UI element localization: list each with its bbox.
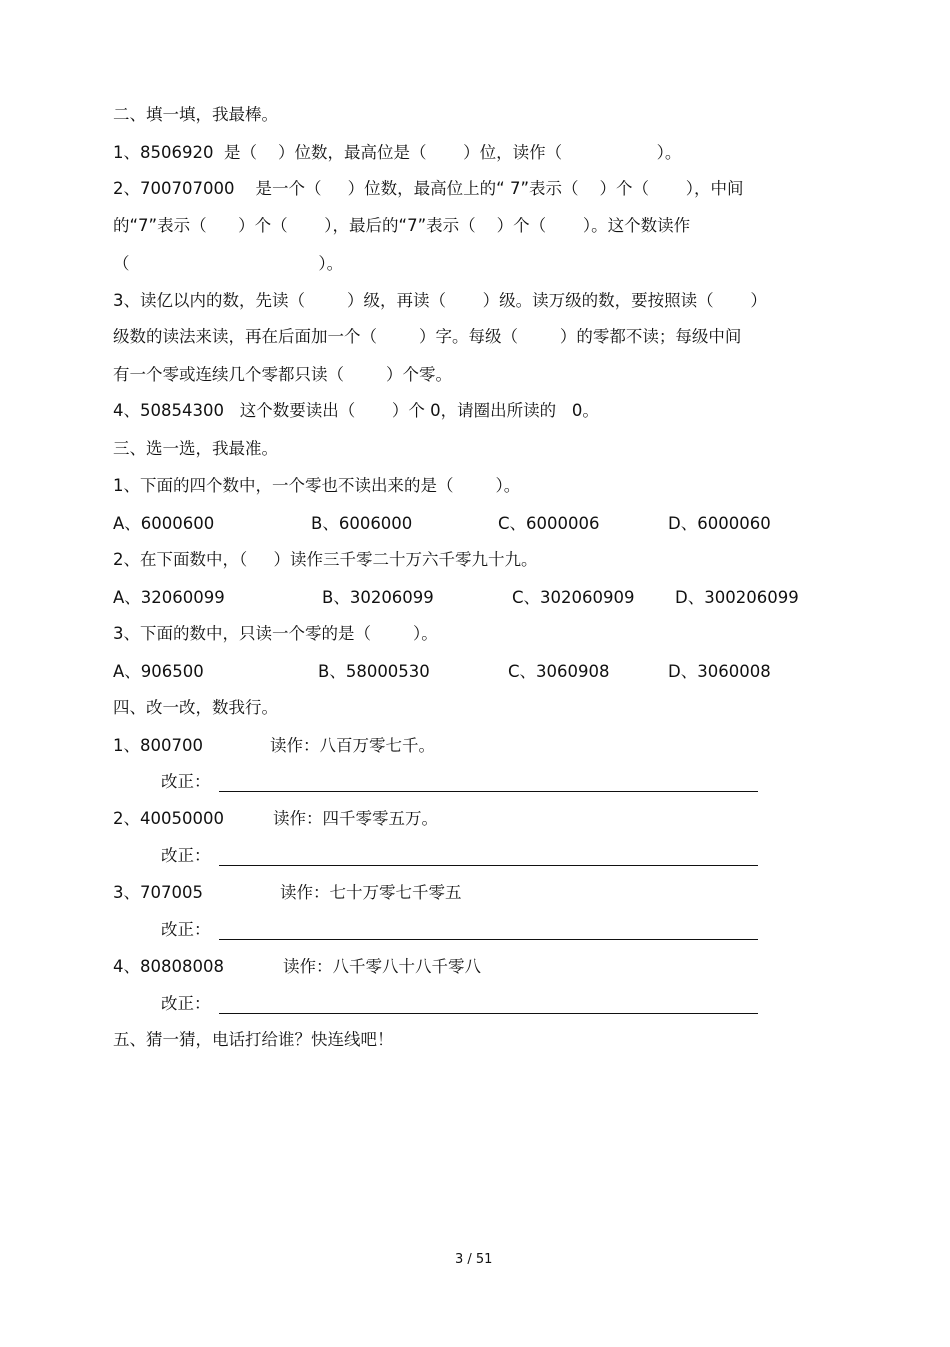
item-number: 2、40050000 <box>113 809 224 828</box>
section-3-heading: 三、选一选，我最准。 <box>113 439 278 458</box>
section-2-question-3-line-2: 级数的读法来读，再在后面加一个（ ）字。每级（ ）的零都不读；每级中间 <box>113 327 742 346</box>
section-5-heading: 五、猜一猜，电话打给谁？快连线吧！ <box>113 1030 394 1049</box>
item-reading: 读作：四千零零五万。 <box>273 809 438 828</box>
option-a: A、32060099 <box>113 588 225 607</box>
correction-label: 改正： <box>161 846 211 865</box>
option-a: A、906500 <box>113 662 204 681</box>
correction-answer-line[interactable] <box>219 865 758 866</box>
option-b: B、58000530 <box>318 662 430 681</box>
option-c: C、6000006 <box>498 514 600 533</box>
section-3-question-1-stem: 1、下面的四个数中，一个零也不读出来的是（ ）。 <box>113 476 521 495</box>
correction-answer-line[interactable] <box>219 1013 758 1014</box>
option-d: D、300206099 <box>675 588 799 607</box>
section-4-heading: 四、改一改，数我行。 <box>113 698 278 717</box>
page-number: 3 / 51 <box>455 1252 493 1267</box>
section-2-heading: 二、填一填，我最棒。 <box>113 105 278 124</box>
option-d: D、3060008 <box>668 662 771 681</box>
section-2-question-3-line-1: 3、读亿以内的数，先读（ ）级，再读（ ）级。读万级的数，要按照读（ ） <box>113 291 767 310</box>
item-number: 3、707005 <box>113 883 203 902</box>
option-c: C、3060908 <box>508 662 610 681</box>
section-2-question-4: 4、50854300 这个数要读出（ ）个 0，请圈出所读的 0。 <box>113 401 599 420</box>
correction-label: 改正： <box>161 772 211 791</box>
item-reading: 读作：七十万零七千零五 <box>280 883 462 902</box>
item-reading: 读作：八百万零七千。 <box>270 736 435 755</box>
section-2-question-2-line-1: 2、700707000 是一个（ ）位数，最高位上的“ 7”表示（ ）个（ ），中间 <box>113 179 744 198</box>
correction-answer-line[interactable] <box>219 791 758 792</box>
option-d: D、6000060 <box>668 514 771 533</box>
section-2-question-2-line-2: 的“7”表示（ ）个（ ），最后的“7”表示（ ）个（ ）。这个数读作 <box>113 216 691 235</box>
correction-answer-line[interactable] <box>219 939 758 940</box>
option-b: B、6006000 <box>311 514 413 533</box>
option-a: A、6000600 <box>113 514 215 533</box>
section-2-question-1: 1、8506920 是（ ）位数，最高位是（ ）位，读作（ ）。 <box>113 143 682 162</box>
correction-label: 改正： <box>161 920 211 939</box>
option-b: B、30206099 <box>322 588 434 607</box>
item-number: 1、800700 <box>113 736 203 755</box>
item-number: 4、80808008 <box>113 957 224 976</box>
section-3-question-3-stem: 3、下面的数中，只读一个零的是（ ）。 <box>113 624 438 643</box>
correction-label: 改正： <box>161 994 211 1013</box>
item-reading: 读作：八千零八十八千零八 <box>283 957 481 976</box>
option-c: C、302060909 <box>512 588 635 607</box>
section-2-question-3-line-3: 有一个零或连续几个零都只读（ ）个零。 <box>113 365 452 384</box>
section-2-question-2-line-3: （ ）。 <box>113 254 344 273</box>
section-3-question-2-stem: 2、在下面数中，（ ）读作三千零二十万六千零九十九。 <box>113 550 538 569</box>
